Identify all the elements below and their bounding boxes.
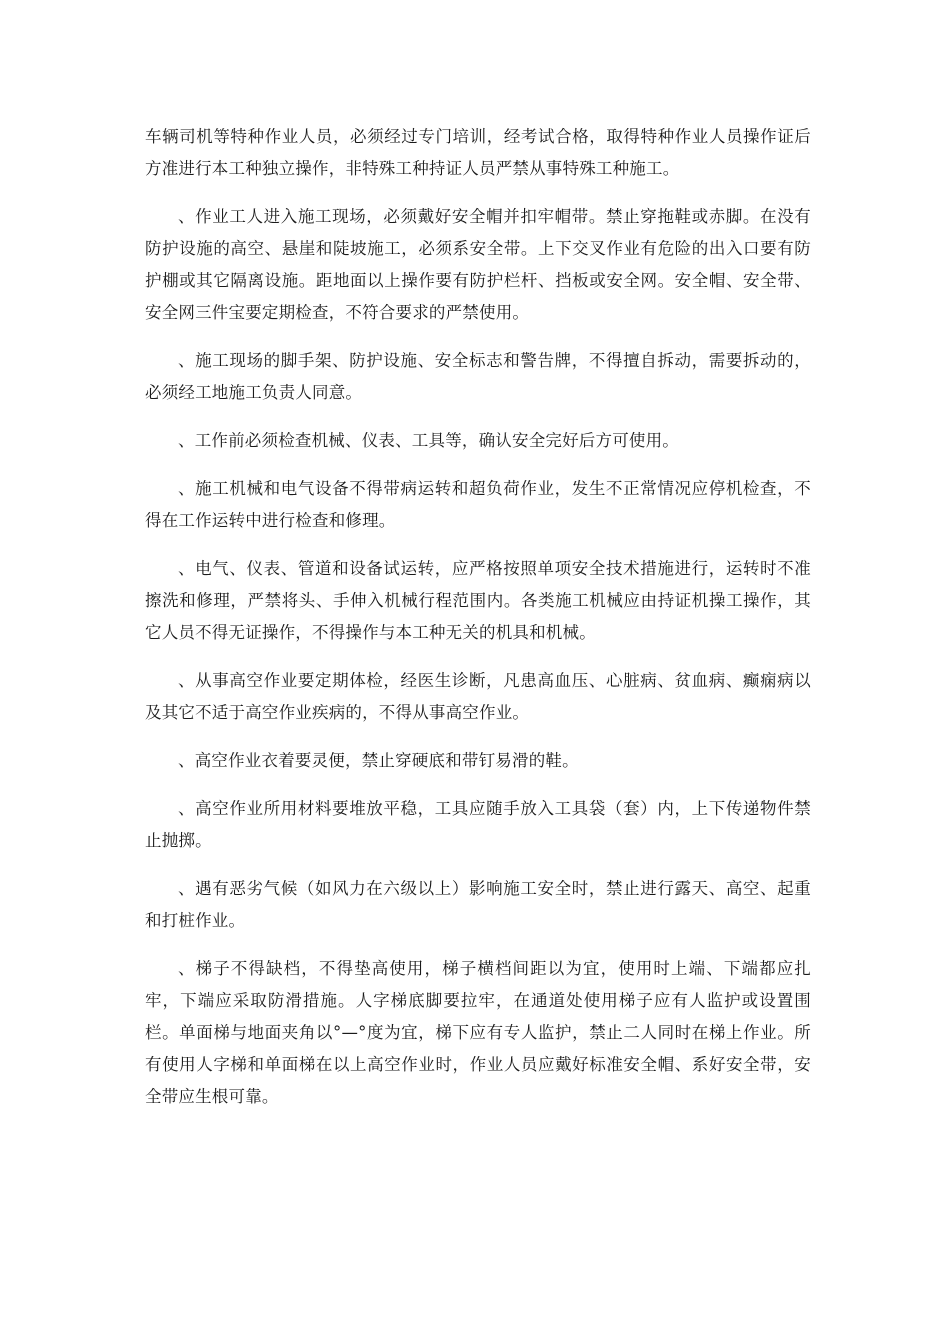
paragraph-special-workers: 车辆司机等特种作业人员，必须经过专门培训，经考试合格，取得特种作业人员操作证后方准进行本工种独立操作，非特殊工种持证人员严禁从事特殊工种施工。: [145, 127, 811, 178]
paragraph-ladders: 、梯子不得缺档，不得垫高使用，梯子横档间距以为宜，使用时上端、下端都应扎牢，下端应采取防滑措施。人字梯底脚要拉牢，在通道处使用梯子应有人监护或设置围栏。单面梯与地面夹角以°—°度为宜，梯下应有专人监护，禁止二人同时在梯上作业。所有使用人字梯和单面梯在以上高空作业时，作业人员应戴好标准安全帽、系好安全带，安全带应生根可靠。: [145, 959, 811, 1106]
paragraph-machinery-overload: 、施工机械和电气设备不得带病运转和超负荷作业，发生不正常情况应停机检查，不得在工作运转中进行检查和修理。: [145, 479, 811, 530]
paragraph-trial-run: 、电气、仪表、管道和设备试运转，应严格按照单项安全技术措施进行，运转时不准擦洗和修理，严禁将头、手伸入机械行程范围内。各类施工机械应由持证机操工操作，其它人员不得无证操作，不得操作与本工种无关的机具和机械。: [145, 559, 811, 642]
paragraph-safety-helmet: 、作业工人进入施工现场，必须戴好安全帽并扣牢帽带。禁止穿拖鞋或赤脚。在没有防护设施的高空、悬崖和陡坡施工，必须系安全带。上下交叉作业有危险的出入口要有防护棚或其它隔离设施。距地面以上操作要有防护栏杆、挡板或安全网。安全帽、安全带、安全网三件宝要定期检查，不符合要求的严禁使用。: [145, 207, 811, 322]
paragraph-scaffold-signs: 、施工现场的脚手架、防护设施、安全标志和警告牌，不得擅自拆动，需要拆动的，必须经工地施工负责人同意。: [145, 351, 811, 402]
paragraph-clothing: 、高空作业衣着要灵便，禁止穿硬底和带钉易滑的鞋。: [178, 751, 579, 770]
paragraph-medical-check: 、从事高空作业要定期体检，经医生诊断，凡患高血压、心脏病、贫血病、癫痫病以及其它不适于高空作业疾病的，不得从事高空作业。: [145, 671, 811, 722]
paragraph-bad-weather: 、遇有恶劣气候（如风力在六级以上）影响施工安全时，禁止进行露天、高空、起重和打桩作业。: [145, 879, 811, 930]
paragraph-materials-tools: 、高空作业所用材料要堆放平稳，工具应随手放入工具袋（套）内，上下传递物件禁止抛掷。: [145, 799, 811, 850]
document-body: [145, 121, 811, 1129]
paragraph-check-tools: 、工作前必须检查机械、仪表、工具等，确认安全完好后方可使用。: [178, 431, 679, 450]
